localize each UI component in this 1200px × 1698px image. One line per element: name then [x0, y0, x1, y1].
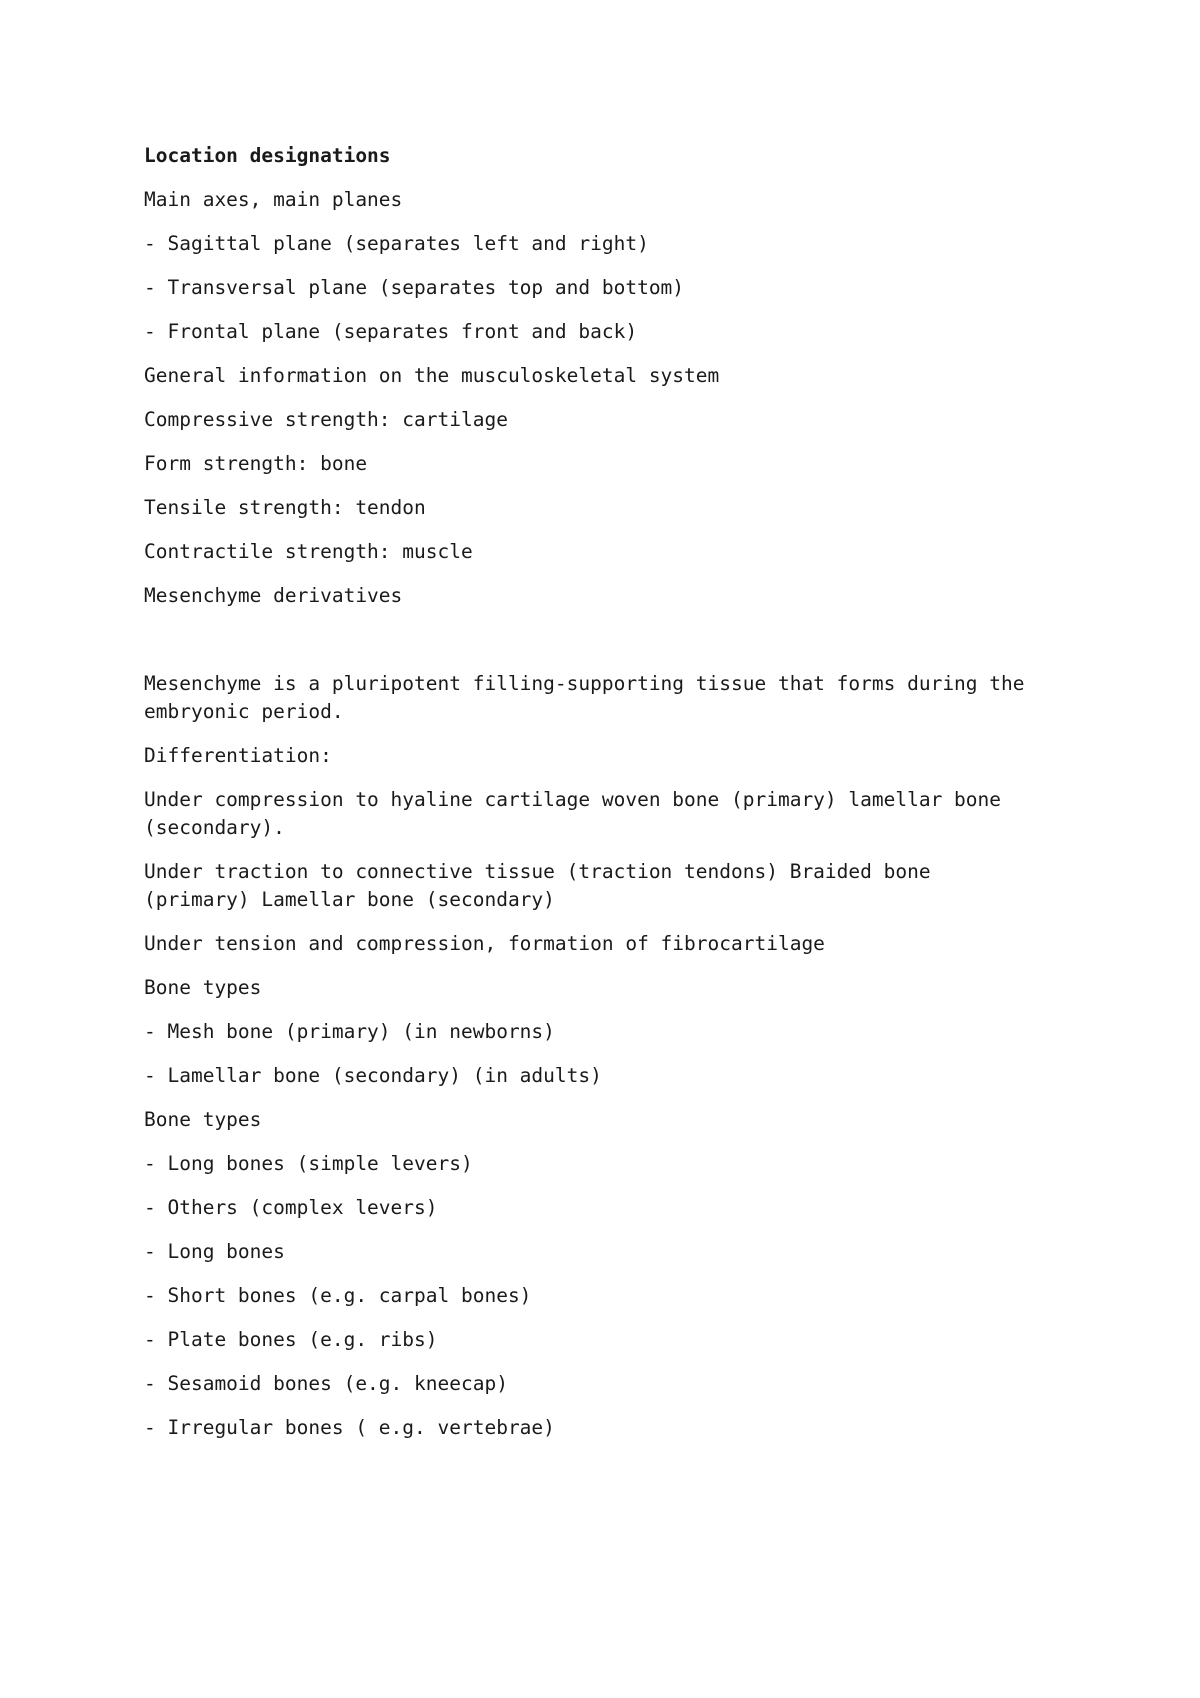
list-item: - Short bones (e.g. carpal bones) — [144, 1284, 532, 1307]
list-item: - Plate bones (e.g. ribs) — [144, 1328, 438, 1351]
text-line: General information on the musculoskeletal system — [144, 364, 720, 387]
text-line: Compressive strength: cartilage — [144, 408, 508, 431]
blank-line — [144, 626, 1044, 670]
text-line: Bone types — [144, 976, 262, 999]
list-item: - Transversal plane (separates top and bottom) — [144, 276, 685, 299]
paragraph: Mesenchyme is a pluripotent filling-supporting tissue that forms during the embryonic period. — [144, 672, 1037, 723]
text-line: Mesenchyme derivatives — [144, 584, 403, 607]
paragraph: Under traction to connective tissue (traction tendons) Braided bone (primary) Lamellar bone (secondary) — [144, 860, 943, 911]
list-item: - Others (complex levers) — [144, 1196, 438, 1219]
text-line: Form strength: bone — [144, 452, 368, 475]
paragraph: Under compression to hyaline cartilage woven bone (primary) lamellar bone (secondary). — [144, 788, 1013, 839]
list-item: - Sagittal plane (separates left and right) — [144, 232, 649, 255]
list-item: - Sesamoid bones (e.g. kneecap) — [144, 1372, 508, 1395]
text-line: Bone types — [144, 1108, 262, 1131]
text-line: Main axes, main planes — [144, 188, 403, 211]
text-line: Contractile strength: muscle — [144, 540, 473, 563]
list-item: - Frontal plane (separates front and back) — [144, 320, 638, 343]
section-heading: Location designations — [144, 144, 391, 167]
document-body — [144, 142, 1044, 1458]
list-item: - Mesh bone (primary) (in newborns) — [144, 1020, 555, 1043]
list-item: - Long bones — [144, 1240, 285, 1263]
text-line: Differentiation: — [144, 744, 332, 767]
text-line: Tensile strength: tendon — [144, 496, 426, 519]
list-item: - Long bones (simple levers) — [144, 1152, 473, 1175]
text-line: Under tension and compression, formation of fibrocartilage — [144, 932, 825, 955]
list-item: - Lamellar bone (secondary) (in adults) — [144, 1064, 602, 1087]
list-item: - Irregular bones ( e.g. vertebrae) — [144, 1416, 555, 1439]
